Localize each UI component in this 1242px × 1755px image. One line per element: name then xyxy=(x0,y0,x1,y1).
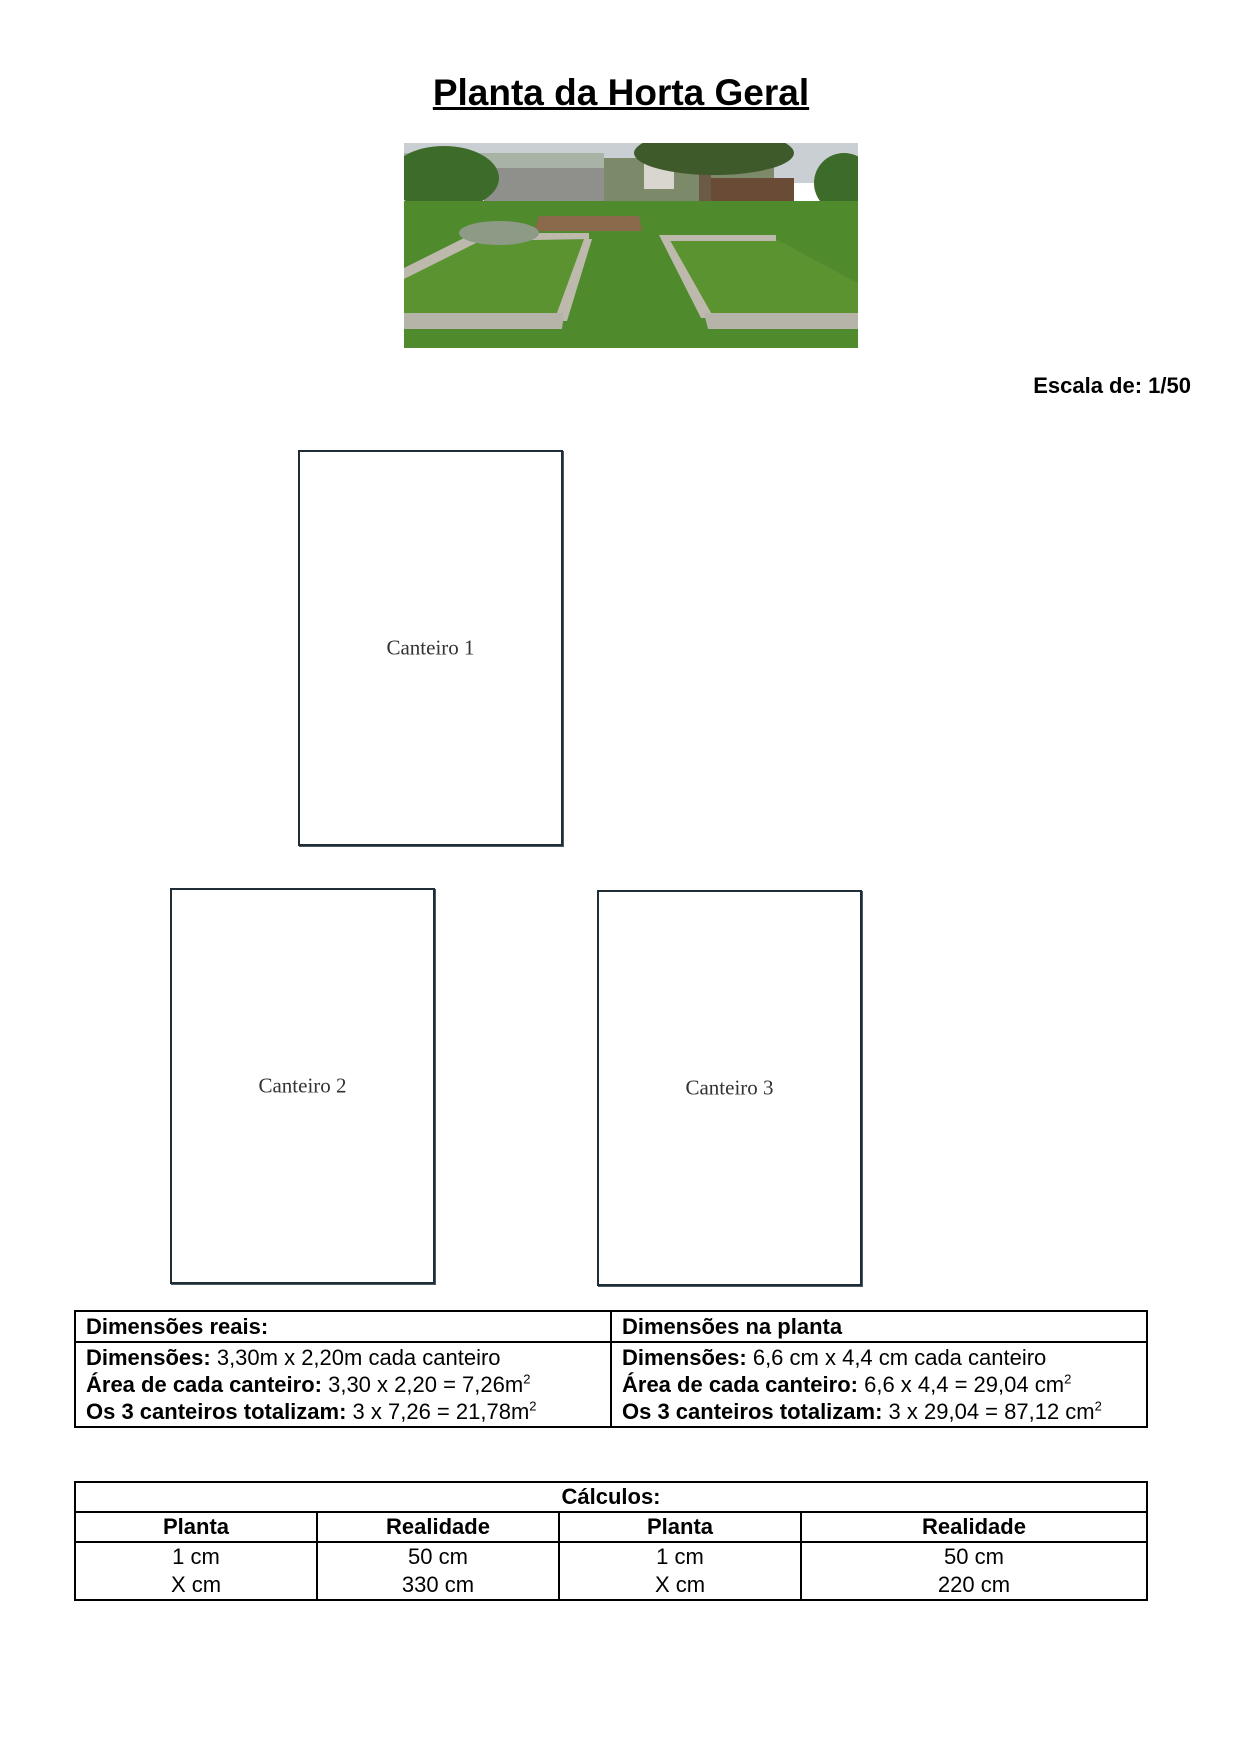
real-total-line: Os 3 canteiros totalizam: 3 x $7,26 = 21,78m^2$ xyxy=(86,1398,537,1424)
calc-cell: 50 cm 330 cm xyxy=(317,1542,559,1600)
page-title: Planta da Horta Geral xyxy=(432,72,810,113)
plan-dimensions-header: Dimensões na planta xyxy=(611,1311,1147,1342)
header-planta-2: Planta xyxy=(559,1512,801,1542)
garden-photo-illustration xyxy=(404,143,858,348)
calc-cell: 1 cm X cm xyxy=(559,1542,801,1600)
real-dim-line: Dimensões: 3,30m x 2,20m cada canteiro xyxy=(86,1345,501,1370)
calc-cell: 1 cm X cm xyxy=(75,1542,317,1600)
real-dimensions-cell xyxy=(75,1342,611,1427)
dimensions-table xyxy=(74,1310,1148,1428)
plan-area-line: Área de cada canteiro: 6,6 x 4,4 = 29,04 $cm^2$ xyxy=(622,1371,1072,1397)
bed-2 xyxy=(170,888,435,1284)
header-planta-1: Planta xyxy=(75,1512,317,1542)
scale-label: Escala de: 1/50 xyxy=(1033,373,1191,398)
plan-total-line: Os 3 canteiros totalizam: 3 x 29,04 = 87,12 $cm^2$ xyxy=(622,1398,1102,1424)
bed-1-label: Canteiro 1 xyxy=(386,635,475,660)
plan-dim-line: Dimensões: 6,6 cm x 4,4 cm cada canteiro xyxy=(622,1345,1047,1370)
header-realidade-1: Realidade xyxy=(317,1512,559,1542)
calc-cell: 50 cm 220 cm xyxy=(801,1542,1147,1600)
real-dimensions-header: Dimensões reais: xyxy=(75,1311,611,1342)
garden-photo xyxy=(404,143,858,348)
plan-dimensions-cell xyxy=(611,1342,1147,1427)
bed-3 xyxy=(597,890,862,1286)
bed-1 xyxy=(298,450,563,846)
header-realidade-2: Realidade xyxy=(801,1512,1147,1542)
bed-3-label: Canteiro 3 xyxy=(685,1075,774,1100)
calculations-table xyxy=(74,1481,1148,1601)
real-area-line: Área de cada canteiro: 3,30 x $2,20 = 7,26m^2$ xyxy=(86,1371,531,1397)
calculations-title: Cálculos: xyxy=(75,1482,1147,1512)
bed-2-label: Canteiro 2 xyxy=(258,1073,347,1098)
